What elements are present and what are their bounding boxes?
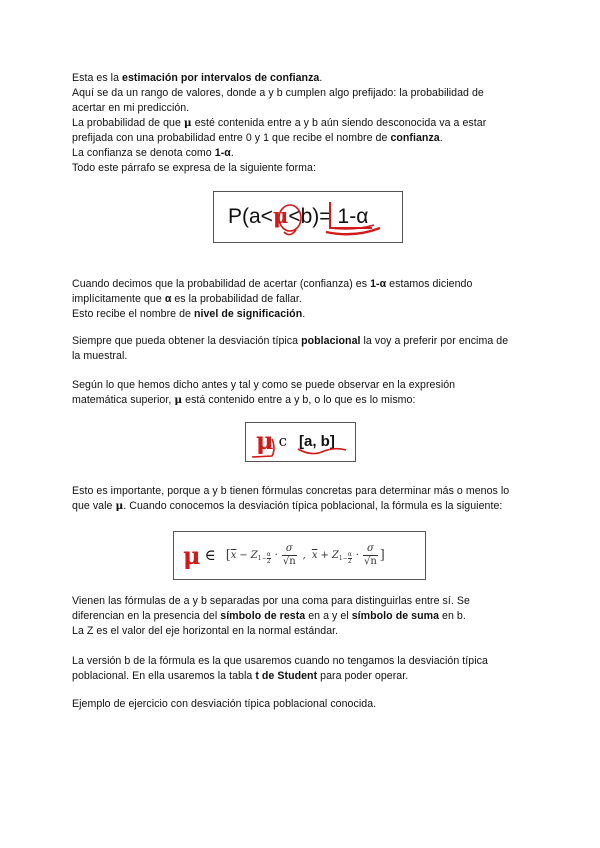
text-line	[72, 292, 534, 307]
text-line: acertar en mi predicción.	[72, 102, 190, 114]
red-annotation-marks	[246, 423, 355, 461]
text-span: en a y el	[305, 610, 352, 622]
z-subscript	[339, 552, 352, 565]
formula-text: P(a<	[228, 205, 273, 228]
confidence-symbol: 1-α	[337, 205, 369, 228]
bold-term: poblacional	[301, 335, 361, 347]
mu-symbol: μ	[272, 203, 289, 228]
formula-confidence-box	[213, 191, 403, 243]
text-line	[72, 71, 534, 86]
text-span: La confianza se denota como	[72, 147, 215, 159]
text-line: Esto es importante, porque a y b tienen fórmulas concretas para determinar más o menos lo	[72, 485, 510, 497]
bold-term: estimación por intervalos de confianza	[122, 72, 320, 84]
text-line: la muestral.	[72, 350, 128, 362]
scribble-annotation	[252, 439, 274, 457]
dot-symbol: ·	[274, 549, 278, 561]
mu-symbol: μ	[256, 426, 274, 455]
text-span: Esta es la	[72, 72, 123, 84]
text-line	[72, 116, 534, 131]
z-subscript	[258, 552, 271, 565]
paragraph-difference	[72, 594, 534, 639]
text-line: Todo este párrafo se expresa de la siguiente forma:	[72, 162, 316, 174]
paragraph-significance	[72, 277, 534, 322]
text-span: La probabilidad de que	[72, 117, 184, 129]
text-span: implícitamente que	[72, 293, 165, 305]
text-span: es la probabilidad de fallar.	[171, 293, 302, 305]
alpha-symbol: α	[266, 550, 271, 558]
comma-separator: ,	[302, 549, 306, 561]
text-line	[72, 393, 534, 408]
text-span: . Cuando conocemos la desviación típica poblacional, la fórmula es la siguiente:	[123, 500, 503, 512]
formula-z-interval-box	[173, 531, 426, 580]
text-span: .	[302, 308, 306, 320]
formula-text: <b)=	[288, 205, 332, 228]
bold-term: símbolo de resta	[220, 610, 306, 622]
sigma-symbol: σ	[366, 542, 374, 554]
text-span: .	[230, 147, 234, 159]
paragraph-example	[72, 697, 534, 712]
text-line: La Z es el valor del eje horizontal en la normal estándar.	[72, 625, 339, 637]
belongs-symbol: c	[278, 432, 287, 450]
dot-symbol: ·	[355, 549, 359, 561]
text-line	[72, 146, 534, 161]
minus-symbol: −	[239, 549, 248, 561]
z-symbol: Z	[331, 549, 339, 561]
text-span: estamos diciendo	[386, 278, 473, 290]
red-annotation-marks	[214, 192, 402, 242]
bold-term: 1-α	[214, 147, 231, 159]
bold-term: nivel de significación	[193, 308, 303, 320]
paragraph-intro	[72, 71, 534, 176]
text-span: en b.	[439, 610, 466, 622]
sigma-fraction	[363, 543, 378, 568]
formula-interval-box	[245, 422, 356, 462]
text-span: poblacional. En ella usaremos la tabla	[72, 670, 256, 682]
sigma-symbol: σ	[285, 542, 293, 554]
bold-term: confianza	[390, 132, 440, 144]
alpha-fraction	[267, 552, 271, 565]
text-span: la voy a preferir por encima de	[360, 335, 509, 347]
mu-symbol: μ	[183, 540, 201, 570]
paragraph-student	[72, 654, 534, 684]
paragraph-formulas	[72, 484, 534, 514]
text-line: La versión b de la fórmula es la que usaremos cuando no tengamos la desviación típica	[72, 655, 488, 667]
alpha-symbol: α	[347, 550, 352, 558]
text-line	[72, 669, 534, 684]
bold-term: símbolo de suma	[351, 610, 440, 622]
sqrt-n: √n	[363, 555, 377, 567]
text-span: está contenido entre a y b, o lo que es lo mismo:	[182, 394, 416, 406]
text-line	[72, 334, 534, 349]
text-span: Cuando decimos que la probabilidad de acertar (confianza) es	[72, 278, 371, 290]
bracket-close: ]	[379, 547, 385, 563]
box-annotation	[330, 202, 372, 228]
formula-z-interval	[183, 538, 385, 572]
text-span: .	[439, 132, 443, 144]
mu-symbol: μ	[183, 117, 192, 129]
belongs-symbol: ∈	[204, 546, 216, 564]
text-span: diferencian en la presencia del	[72, 610, 221, 622]
xbar-symbol: $\overline{x}$	[311, 549, 318, 561]
mu-symbol: μ	[174, 394, 183, 406]
text-span: para poder operar.	[317, 670, 409, 682]
bold-term: t de Student	[255, 670, 318, 682]
text-line	[72, 307, 534, 322]
interval-text: [a, b]	[298, 433, 335, 450]
z-symbol: Z	[250, 549, 258, 561]
text-span: prefijada con una probabilidad entre 0 y 1 que recibe el nombre de	[72, 132, 391, 144]
subscript-text: 1−	[338, 554, 348, 562]
fraction-denominator: 2	[347, 557, 352, 565]
fraction-denominator: 2	[266, 557, 271, 565]
text-line	[72, 277, 534, 292]
text-span: esté contenida entre a y b aún siendo desconocida va a estar	[191, 117, 487, 129]
text-span: matemática superior,	[72, 394, 175, 406]
sqrt-n: √n	[282, 555, 296, 567]
text-span: Esto recibe el nombre de	[72, 308, 194, 320]
text-line: Aquí se da un rango de valores, donde a y b cumplen algo prefijado: la probabilidad de	[72, 87, 484, 99]
paragraph-expression	[72, 378, 534, 408]
xbar-symbol: $\overline{x}$	[230, 549, 237, 561]
underline-annotation	[298, 449, 346, 454]
text-span: que vale	[72, 500, 116, 512]
text-line: Ejemplo de ejercicio con desviación típica poblacional conocida.	[72, 698, 377, 710]
text-line	[72, 609, 534, 624]
subscript-text: 1−	[257, 554, 267, 562]
text-line: Según lo que hemos dicho antes y tal y como se puede observar en la expresión	[72, 379, 456, 391]
paragraph-population	[72, 334, 534, 364]
bold-term: 1-α	[370, 278, 387, 290]
text-span: .	[319, 72, 323, 84]
text-span: Siempre que pueda obtener la desviación típica	[72, 335, 302, 347]
text-line	[72, 499, 534, 514]
bracket-open: [	[225, 547, 231, 563]
alpha-fraction	[348, 552, 352, 565]
sigma-fraction	[282, 543, 297, 568]
circle-annotation	[279, 205, 301, 231]
bold-term: α	[164, 293, 172, 305]
plus-symbol: +	[320, 549, 329, 561]
mu-symbol: μ	[115, 500, 124, 512]
text-line	[72, 131, 534, 146]
text-line: Vienen las fórmulas de a y b separadas por una coma para distinguirlas entre sí. Se	[72, 595, 470, 607]
